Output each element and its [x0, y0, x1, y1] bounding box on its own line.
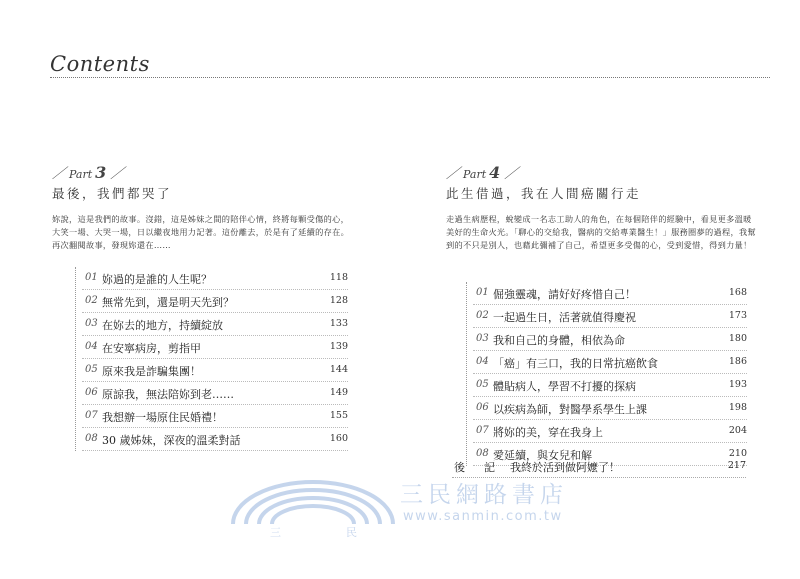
- toc-entry[interactable]: [76, 405, 348, 428]
- entry-page: 210: [728, 448, 747, 459]
- part-number: 4: [489, 163, 501, 182]
- page-title: Contents: [50, 52, 150, 76]
- entry-page: 168: [728, 287, 747, 298]
- entry-title: 以疾病為師，對醫學系學生上課: [493, 403, 647, 416]
- toc-entry[interactable]: [76, 267, 348, 290]
- part-3-intro: 妳說，這是我們的故事。沒錯，這是姊妹之間的陪伴心情，終將每顆受傷的心，大笑一場、大哭一場，日以繼夜地用力記著。這份離去，於是有了延續的存在。再次翻閱故事，發現妳還在……: [52, 214, 350, 251]
- logo-left-char: 三: [270, 526, 281, 539]
- entry-page: 180: [728, 333, 747, 344]
- afterword-title: 我終於活到做阿嬤了！: [510, 461, 620, 474]
- toc-entry[interactable]: [467, 420, 747, 443]
- part-3-heading: [52, 163, 357, 183]
- entry-title: 在妳去的地方，持續綻放: [102, 319, 223, 332]
- slash-decoration: ／: [52, 166, 66, 182]
- entry-title: 妳過的是誰的人生呢？: [102, 273, 212, 286]
- part-4-title: 此生借過，我在人間癌關行走: [446, 186, 642, 201]
- sanmin-logo-icon: [228, 472, 398, 542]
- entry-page: 118: [329, 272, 348, 283]
- part-label: Part: [69, 168, 93, 181]
- part-3-title: 最後，我們都哭了: [52, 186, 173, 201]
- entry-title: 倔強靈魂，請好好疼惜自己！: [493, 288, 636, 301]
- part-4-heading: [446, 163, 756, 183]
- part-4-intro: 走過生病歷程，蛻變成一名志工助人的角色，在每個陪伴的經驗中，看見更多溫暖美好的生命火光。「聊心的交給我，醫病的交給專業醫生！」服務圈夢的過程，我幫到的不只是別人，也藉此彌補了自己，希望更多受傷的心，受到愛惜，得到力量！: [446, 214, 756, 251]
- afterword-entry[interactable]: [452, 458, 746, 476]
- entry-page: 128: [329, 295, 348, 306]
- toc-entry[interactable]: [76, 382, 348, 405]
- entry-page: 155: [329, 410, 348, 421]
- entry-page: 173: [728, 310, 747, 321]
- part-3-toc: [75, 267, 348, 451]
- entry-number: 01: [85, 272, 98, 283]
- slash-decoration: ／: [446, 166, 460, 182]
- entry-page: 198: [728, 402, 747, 413]
- entry-page: 193: [728, 379, 747, 390]
- entry-number: 03: [476, 333, 489, 344]
- toc-entry[interactable]: [76, 313, 348, 336]
- entry-page: 139: [329, 341, 348, 352]
- part-4-toc: [466, 282, 747, 466]
- toc-entry[interactable]: [76, 359, 348, 382]
- entry-number: 03: [85, 318, 98, 329]
- logo-right-char: 民: [346, 526, 357, 539]
- entry-page: 160: [329, 433, 348, 444]
- entry-page: 204: [728, 425, 747, 436]
- entry-number: 06: [85, 387, 98, 398]
- toc-entry[interactable]: [467, 397, 747, 420]
- slash-decoration: ／: [110, 166, 125, 182]
- entry-number: 02: [85, 295, 98, 306]
- toc-entry[interactable]: [467, 305, 747, 328]
- entry-title: 我想辦一場原住民婚禮！: [102, 411, 223, 424]
- part-4-section: [446, 163, 756, 281]
- entry-number: 01: [476, 287, 489, 298]
- entry-page: 133: [329, 318, 348, 329]
- toc-entry[interactable]: [76, 428, 348, 451]
- afterword-label: 後 記: [454, 461, 499, 474]
- entry-page: 149: [329, 387, 348, 398]
- entry-title: 我和自己的身體，相依為命: [493, 334, 625, 347]
- slash-decoration: ／: [504, 166, 519, 182]
- watermark-url: www.sanmin.com.tw: [403, 509, 563, 524]
- entry-number: 02: [476, 310, 489, 321]
- entry-number: 08: [85, 433, 98, 444]
- entry-title: 「癌」有三口，我的日常抗癌飲食: [493, 357, 658, 370]
- entry-title: 愛延續，與女兒和解: [493, 449, 592, 462]
- toc-entry[interactable]: [467, 374, 747, 397]
- entry-underline: [82, 450, 348, 451]
- entry-page: 144: [329, 364, 348, 375]
- entry-title: 無常先到，還是明天先到？: [102, 296, 234, 309]
- toc-entry[interactable]: [467, 328, 747, 351]
- entry-title: 原諒我，無法陪妳到老……: [102, 388, 234, 401]
- entry-title: 體貼病人，學習不打擾的探病: [493, 380, 636, 393]
- watermark-name: 三民網路書店: [400, 482, 568, 508]
- entry-number: 07: [476, 425, 489, 436]
- entry-title: 將妳的美，穿在我身上: [493, 426, 603, 439]
- entry-title: 原來我是詐騙集團！: [102, 365, 201, 378]
- afterword-page: 217: [727, 460, 746, 471]
- header-divider: [50, 77, 770, 78]
- toc-entry[interactable]: [467, 282, 747, 305]
- entry-number: 06: [476, 402, 489, 413]
- entry-number: 04: [476, 356, 489, 367]
- entry-title: 一起過生日，活著就值得慶祝: [493, 311, 636, 324]
- entry-page: 186: [728, 356, 747, 367]
- entry-number: 07: [85, 410, 98, 421]
- entry-number: 04: [85, 341, 98, 352]
- entry-number: 05: [85, 364, 98, 375]
- entry-title: 30 歲姊妹，深夜的溫柔對話: [102, 434, 241, 447]
- entry-number: 08: [476, 448, 489, 459]
- toc-entry[interactable]: [76, 336, 348, 359]
- sanmin-watermark: [228, 472, 578, 542]
- part-label: Part: [463, 168, 487, 181]
- entry-number: 05: [476, 379, 489, 390]
- entry-title: 在安寧病房，剪指甲: [102, 342, 201, 355]
- part-3-section: [52, 163, 357, 267]
- afterword-underline: [452, 477, 746, 478]
- toc-entry[interactable]: [467, 351, 747, 374]
- part-number: 3: [95, 163, 107, 182]
- toc-entry[interactable]: [76, 290, 348, 313]
